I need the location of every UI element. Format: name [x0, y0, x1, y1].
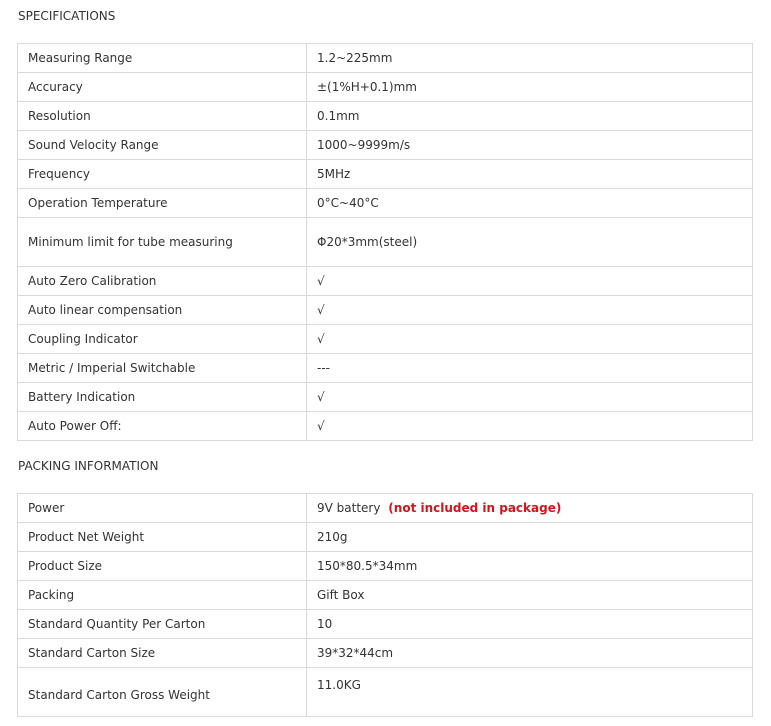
- spec-label-auto-linear-compensation: Auto linear compensation: [18, 296, 307, 325]
- spec-value-operation-temperature: 0°C~40°C: [307, 189, 753, 218]
- spec-label-auto-power-off: Auto Power Off:: [18, 412, 307, 441]
- table-row: [18, 189, 753, 218]
- pack-label-carton-size: Standard Carton Size: [18, 639, 307, 668]
- spec-label-operation-temperature: Operation Temperature: [18, 189, 307, 218]
- spec-value-measuring-range: 1.2~225mm: [307, 44, 753, 73]
- table-row: [18, 581, 753, 610]
- table-row: [18, 325, 753, 354]
- pack-value-quantity-per-carton: 10: [307, 610, 753, 639]
- spec-value-accuracy: ±(1%H+0.1)mm: [307, 73, 753, 102]
- table-row: [18, 552, 753, 581]
- spec-value-coupling-indicator: √: [307, 325, 753, 354]
- spec-label-metric-imperial: Metric / Imperial Switchable: [18, 354, 307, 383]
- pack-label-quantity-per-carton: Standard Quantity Per Carton: [18, 610, 307, 639]
- pack-label-net-weight: Product Net Weight: [18, 523, 307, 552]
- spec-label-auto-zero-calibration: Auto Zero Calibration: [18, 267, 307, 296]
- table-row: [18, 296, 753, 325]
- spec-value-resolution: 0.1mm: [307, 102, 753, 131]
- table-row: [18, 73, 753, 102]
- spec-value-auto-linear-compensation: √: [307, 296, 753, 325]
- spec-label-measuring-range: Measuring Range: [18, 44, 307, 73]
- spec-value-auto-zero-calibration: √: [307, 267, 753, 296]
- pack-label-carton-gross-weight: Standard Carton Gross Weight: [18, 668, 307, 717]
- table-row: [18, 639, 753, 668]
- specifications-heading: SPECIFICATIONS: [18, 9, 116, 23]
- table-row: [18, 44, 753, 73]
- table-row: [18, 523, 753, 552]
- table-row: [18, 610, 753, 639]
- spec-value-tube-minimum-limit: Φ20*3mm(steel): [307, 218, 753, 267]
- spec-label-resolution: Resolution: [18, 102, 307, 131]
- table-row: [18, 102, 753, 131]
- pack-value-net-weight: 210g: [307, 523, 753, 552]
- table-row: [18, 267, 753, 296]
- pack-value-product-size: 150*80.5*34mm: [307, 552, 753, 581]
- spec-value-frequency: 5MHz: [307, 160, 753, 189]
- spec-label-sound-velocity-range: Sound Velocity Range: [18, 131, 307, 160]
- spec-value-metric-imperial: ---: [307, 354, 753, 383]
- specifications-table: [17, 43, 753, 441]
- pack-label-packing: Packing: [18, 581, 307, 610]
- table-row: [18, 218, 753, 267]
- spec-label-battery-indication: Battery Indication: [18, 383, 307, 412]
- pack-value-carton-gross-weight: 11.0KG: [307, 668, 753, 717]
- pack-label-power: Power: [18, 494, 307, 523]
- power-value-text: 9V battery: [317, 501, 381, 515]
- pack-value-packing: Gift Box: [307, 581, 753, 610]
- table-row: [18, 412, 753, 441]
- spec-value-battery-indication: √: [307, 383, 753, 412]
- spec-value-auto-power-off: √: [307, 412, 753, 441]
- pack-label-product-size: Product Size: [18, 552, 307, 581]
- table-row: [18, 494, 753, 523]
- pack-value-carton-size: 39*32*44cm: [307, 639, 753, 668]
- spec-label-coupling-indicator: Coupling Indicator: [18, 325, 307, 354]
- table-row: [18, 668, 753, 717]
- table-row: [18, 354, 753, 383]
- table-row: [18, 160, 753, 189]
- battery-not-included-note: (not included in package): [388, 501, 562, 515]
- packing-information-heading: PACKING INFORMATION: [18, 459, 159, 473]
- spec-label-frequency: Frequency: [18, 160, 307, 189]
- spec-label-tube-minimum-limit: Minimum limit for tube measuring: [18, 218, 307, 267]
- table-row: [18, 383, 753, 412]
- pack-value-power: [307, 494, 753, 523]
- spec-value-sound-velocity-range: 1000~9999m/s: [307, 131, 753, 160]
- packing-information-table: [17, 493, 753, 717]
- spec-label-accuracy: Accuracy: [18, 73, 307, 102]
- table-row: [18, 131, 753, 160]
